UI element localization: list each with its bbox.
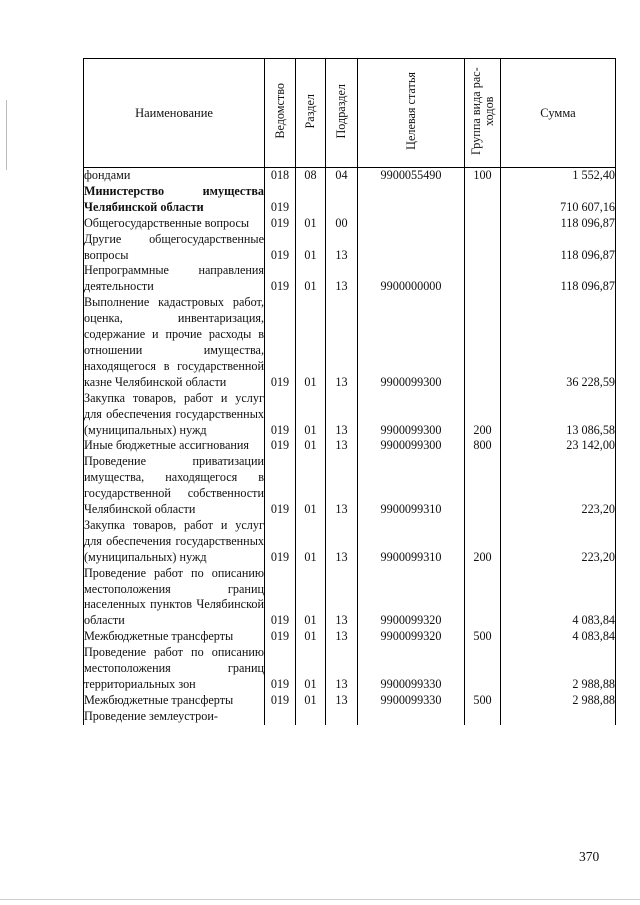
cell-name: Министерство имущества Челябинской области [84, 183, 264, 214]
cell-vedomstvo: 019 [265, 518, 296, 566]
header-podrazdel: Подраздел [326, 59, 358, 168]
cell-gruppa [465, 295, 501, 390]
cell-celevaya: 9900099330 [358, 693, 465, 709]
cell-vedomstvo: 019 [265, 263, 296, 295]
cell-summa: 118 096,87 [501, 216, 616, 232]
cell-vedomstvo: 019 [265, 391, 296, 439]
cell-razdel [296, 709, 326, 725]
cell-celevaya [358, 232, 465, 264]
cell-vedomstvo: 019 [265, 295, 296, 390]
cell-podrazdel [326, 184, 358, 216]
cell-razdel: 01 [296, 263, 326, 295]
cell-podrazdel: 13 [326, 566, 358, 630]
table-row [84, 518, 616, 566]
cell-celevaya: 9900099300 [358, 295, 465, 390]
cell-podrazdel: 00 [326, 216, 358, 232]
cell-celevaya: 9900000000 [358, 263, 465, 295]
header-name: Наименование [84, 59, 265, 168]
cell-razdel: 01 [296, 438, 326, 454]
cell-summa: 223,20 [501, 454, 616, 518]
cell-gruppa: 100 [465, 168, 501, 184]
cell-celevaya: 9900099300 [358, 391, 465, 439]
cell-vedomstvo: 019 [265, 645, 296, 693]
table-row [84, 629, 616, 645]
cell-vedomstvo: 019 [265, 232, 296, 264]
cell-podrazdel: 13 [326, 693, 358, 709]
cell-summa: 23 142,00 [501, 438, 616, 454]
table-row [84, 693, 616, 709]
cell-razdel: 01 [296, 216, 326, 232]
cell-gruppa [465, 709, 501, 725]
cell-name: Выполнение кадастровых работ, оценка, инвентаризация, содержание и прочие расходы в отношении имущества, находящегося в государственной казне Челябинской области [84, 295, 264, 389]
cell-celevaya: 9900099300 [358, 438, 465, 454]
cell-podrazdel: 13 [326, 295, 358, 390]
cell-name: Непрограммные направления деятельности [84, 263, 264, 294]
cell-celevaya [358, 216, 465, 232]
cell-summa: 4 083,84 [501, 629, 616, 645]
table-row [84, 454, 616, 518]
cell-razdel: 01 [296, 693, 326, 709]
cell-razdel: 01 [296, 518, 326, 566]
cell-gruppa [465, 232, 501, 264]
cell-vedomstvo: 019 [265, 693, 296, 709]
cell-summa: 2 988,88 [501, 693, 616, 709]
cell-name: Другие общегосударственные вопросы [84, 231, 264, 262]
cell-razdel [296, 184, 326, 216]
cell-celevaya: 9900099310 [358, 518, 465, 566]
table-row [84, 263, 616, 295]
cell-podrazdel: 13 [326, 645, 358, 693]
cell-celevaya: 9900055490 [358, 168, 465, 184]
header-summa: Сумма [501, 59, 616, 168]
table-row [84, 168, 616, 184]
table-row [84, 391, 616, 439]
page-number: 370 [579, 849, 600, 864]
cell-celevaya [358, 184, 465, 216]
cell-razdel: 08 [296, 168, 326, 184]
cell-gruppa [465, 566, 501, 630]
cell-gruppa [465, 216, 501, 232]
cell-name: Проведение землеустрои- [84, 709, 265, 725]
header-razdel: Раздел [296, 59, 326, 168]
cell-razdel: 01 [296, 391, 326, 439]
cell-vedomstvo: 019 [265, 184, 296, 216]
cell-vedomstvo: 018 [265, 168, 296, 184]
cell-celevaya: 9900099320 [358, 629, 465, 645]
table-row [84, 295, 616, 390]
cell-summa: 223,20 [501, 518, 616, 566]
cell-summa: 2 988,88 [501, 645, 616, 693]
cell-vedomstvo: 019 [265, 629, 296, 645]
cell-celevaya [358, 709, 465, 725]
cell-podrazdel: 13 [326, 518, 358, 566]
cell-podrazdel: 13 [326, 232, 358, 264]
cell-gruppa [465, 645, 501, 693]
cell-summa: 118 096,87 [501, 232, 616, 264]
table-body [84, 168, 616, 725]
cell-gruppa: 500 [465, 693, 501, 709]
cell-razdel: 01 [296, 454, 326, 518]
header-gruppa: Группа вида рас-ходов [465, 59, 501, 168]
cell-vedomstvo: 019 [265, 454, 296, 518]
cell-gruppa: 200 [465, 391, 501, 439]
cell-celevaya: 9900099330 [358, 645, 465, 693]
table-row [84, 184, 616, 216]
table-row [84, 645, 616, 693]
scan-edge [6, 100, 7, 170]
cell-name: фондами [84, 168, 265, 184]
cell-podrazdel: 13 [326, 454, 358, 518]
cell-vedomstvo: 019 [265, 438, 296, 454]
cell-summa: 1 552,40 [501, 168, 616, 184]
cell-vedomstvo: 019 [265, 216, 296, 232]
cell-name: Межбюджетные трансферты [84, 693, 265, 709]
cell-name: Проведение работ по описанию местоположения границ территориальных зон [84, 645, 264, 691]
header-vedomstvo: Ведомство [265, 59, 296, 168]
cell-summa: 4 083,84 [501, 566, 616, 630]
cell-podrazdel: 13 [326, 629, 358, 645]
header-row [84, 59, 616, 168]
table-row [84, 709, 616, 725]
cell-celevaya: 9900099310 [358, 454, 465, 518]
cell-vedomstvo [265, 709, 296, 725]
cell-celevaya: 9900099320 [358, 566, 465, 630]
cell-name: Закупка товаров, работ и услуг для обеспечения государственных (муниципальных) нужд [84, 390, 264, 437]
scan-edge-bottom [0, 899, 640, 900]
cell-summa: 710 607,16 [501, 184, 616, 216]
cell-summa [501, 709, 616, 725]
cell-gruppa: 800 [465, 438, 501, 454]
cell-razdel: 01 [296, 645, 326, 693]
table-row [84, 438, 616, 454]
cell-gruppa [465, 184, 501, 216]
cell-gruppa: 200 [465, 518, 501, 566]
cell-razdel: 01 [296, 295, 326, 390]
cell-name: Общегосударственные вопросы [84, 216, 265, 232]
cell-name: Проведение работ по описанию местоположения границ населенных пунктов Челябинской области [84, 565, 264, 628]
table-row [84, 566, 616, 630]
cell-name: Проведение приватизации имущества, находящегося в государственной собственности Челябинской области [84, 454, 264, 517]
table-row [84, 232, 616, 264]
cell-podrazdel: 13 [326, 391, 358, 439]
cell-podrazdel: 13 [326, 263, 358, 295]
cell-summa: 118 096,87 [501, 263, 616, 295]
cell-name: Межбюджетные трансферты [84, 629, 265, 645]
cell-razdel: 01 [296, 232, 326, 264]
cell-name: Иные бюджетные ассигнования [84, 438, 265, 454]
cell-podrazdel [326, 709, 358, 725]
cell-summa: 36 228,59 [501, 295, 616, 390]
header-celevaya: Целевая статья [358, 59, 465, 168]
cell-vedomstvo: 019 [265, 566, 296, 630]
cell-gruppa: 500 [465, 629, 501, 645]
cell-podrazdel: 13 [326, 438, 358, 454]
cell-gruppa [465, 454, 501, 518]
cell-summa: 13 086,58 [501, 391, 616, 439]
budget-table [83, 58, 616, 725]
cell-name: Закупка товаров, работ и услуг для обеспечения государственных (муниципальных) нужд [84, 517, 264, 564]
cell-razdel: 01 [296, 629, 326, 645]
cell-podrazdel: 04 [326, 168, 358, 184]
cell-razdel: 01 [296, 566, 326, 630]
table-row [84, 216, 616, 232]
cell-gruppa [465, 263, 501, 295]
